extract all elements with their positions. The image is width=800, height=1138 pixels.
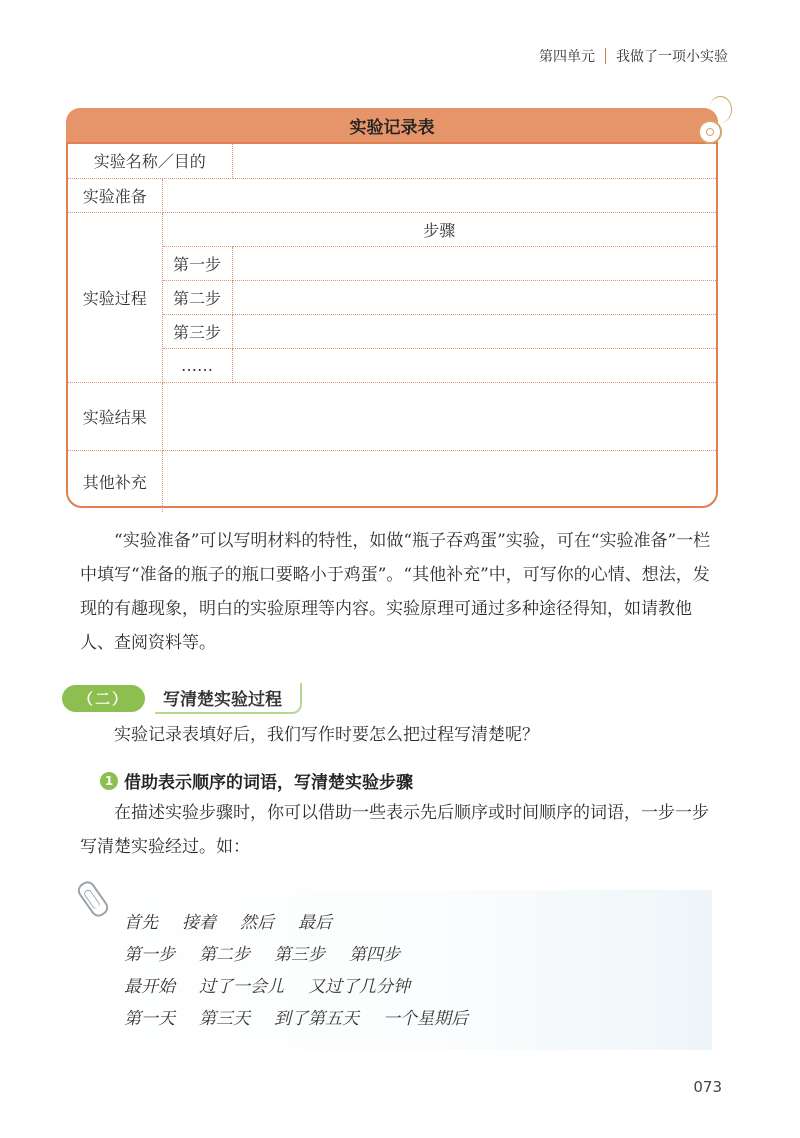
example-word: 最后	[298, 913, 332, 933]
example-word: 第二步	[199, 945, 250, 965]
subsection-heading	[100, 768, 413, 793]
step-3-cell	[232, 314, 716, 348]
example-word: 第一步	[124, 945, 175, 965]
example-line-1	[124, 908, 356, 933]
example-word: 首先	[124, 913, 158, 933]
example-word: 然后	[240, 913, 274, 933]
page-number: 073	[693, 1078, 722, 1096]
page-header	[539, 46, 728, 66]
paragraph-intro: 实验记录表填好后，我们写作时要怎么把过程写清楚呢？	[114, 725, 539, 745]
example-word: 最开始	[124, 977, 175, 997]
tag-string-icon	[709, 96, 732, 123]
prep-cell	[162, 178, 716, 212]
record-table-title: 实验记录表	[66, 108, 718, 144]
record-grid	[68, 144, 716, 512]
section-heading	[62, 684, 302, 712]
process-label: 实验过程	[68, 212, 162, 382]
step-2-label: 第二步	[162, 280, 232, 314]
step-more-cell	[232, 348, 716, 382]
paragraph-sequence: 在描述实验步骤时，你可以借助一些表示先后顺序或时间顺序的词语，一步一步写清楚实验经过。如：	[80, 803, 709, 857]
name-label: 实验名称／目的	[68, 144, 232, 178]
tag-icon	[698, 120, 722, 144]
result-cell	[162, 382, 716, 450]
paragraph-prep-tips: “实验准备”可以写明材料的特性，如做“瓶子吞鸡蛋”实验，可在“实验准备”一栏中填写“准备的瓶子的瓶口要略小于鸡蛋”。“其他补充”中，可写你的心情、想法，发现的有趣现象，明白的实验原理等内容。实验原理可通过多种途径得知，如请教他人、查阅资料等。	[80, 531, 711, 653]
example-line-2	[124, 940, 424, 965]
example-word: 第三天	[199, 1009, 250, 1029]
experiment-record-table	[66, 108, 718, 508]
step-3-label: 第三步	[162, 314, 232, 348]
example-word: 又过了几分钟	[308, 977, 410, 997]
example-line-4	[124, 1004, 492, 1029]
section-number: （二）	[62, 685, 145, 712]
step-1-label: 第一步	[162, 246, 232, 280]
example-word: 第一天	[124, 1009, 175, 1029]
example-word: 过了一会儿	[199, 977, 284, 997]
step-1-cell	[232, 246, 716, 280]
section-title: 写清楚实验过程	[155, 683, 302, 714]
prep-label: 实验准备	[68, 178, 162, 212]
example-word: 到了第五天	[274, 1009, 359, 1029]
other-cell	[162, 450, 716, 512]
example-line-3	[124, 972, 434, 997]
subsection-number-badge: 1	[100, 772, 118, 790]
unit-label: 第四单元	[539, 49, 595, 65]
unit-title: 我做了一项小实验	[616, 49, 728, 65]
example-word: 接着	[182, 913, 216, 933]
steps-header: 步骤	[162, 212, 716, 246]
other-label: 其他补充	[68, 450, 162, 512]
result-label: 实验结果	[68, 382, 162, 450]
example-word: 第三步	[274, 945, 325, 965]
name-cell	[232, 144, 716, 178]
step-2-cell	[232, 280, 716, 314]
step-more-label: ……	[162, 348, 232, 382]
example-word: 第四步	[349, 945, 400, 965]
subsection-title: 借助表示顺序的词语，写清楚实验步骤	[124, 773, 413, 793]
header-divider	[605, 48, 606, 64]
example-word: 一个星期后	[383, 1009, 468, 1029]
